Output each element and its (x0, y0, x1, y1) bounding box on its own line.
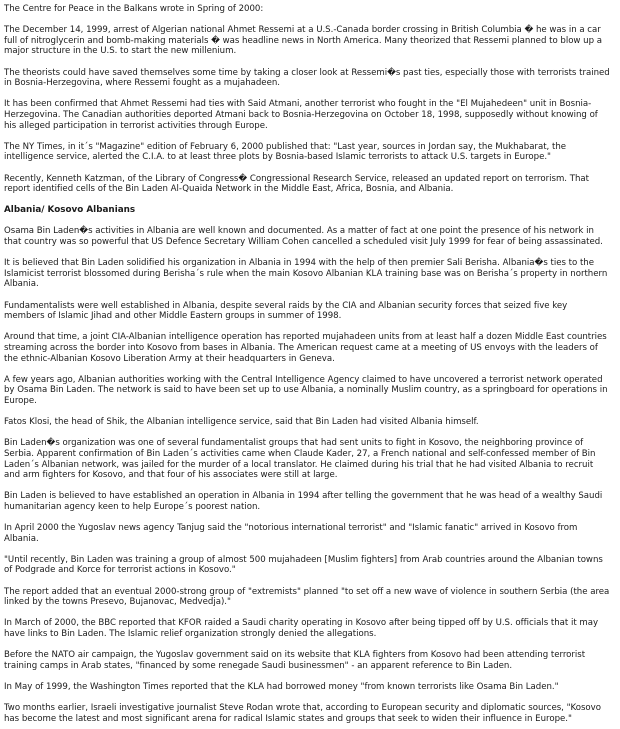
paragraph-ressemi-arrest: The December 14, 1999, arrest of Algerian national Ahmet Ressemi at a U.S.-Canada border crossing in British Columbia � he was in a car full of nitroglycerin and bomb-making materials � was headline news in North America. Many theorized that Ressemi planned to blow up a major structure in the U.S. to start the new millenium. (4, 25, 602, 57)
paragraph-humanitarian-agency: Bin Laden is believed to have established an operation in Albania in 1994 after telling the government that he was head of a wealthy Saudi humanitarian agency keen to help Europe´s poorest nation. (4, 491, 603, 512)
intro-paragraph: The Centre for Peace in the Balkans wrote in Spring of 2000: (4, 4, 264, 14)
section-heading-albania: Albania/ Kosovo Albanians (4, 205, 136, 216)
paragraph-ny-times: The NY Times, in it´s "Magazine" edition of February 6, 2000 published that: "Last year, sources in Jordan say, the Mukhabarat, the intelligence service, alerted the C.I.A. to at least three plots by Bosnia-based Islamic terrorists to attack U.S. targets in Europe." (4, 141, 567, 163)
paragraph-rodan: Two months earlier, Israeli investigative journalist Steve Rodan wrote that, according to European security and diplomatic sources, "Kosovo has become the latest and most significant arena for radical Islamic states and groups that seek to widen their influence in Europe." (4, 703, 601, 724)
paragraph-washington-times: In May of 1999, the Washington Times reported that the KLA had borrowed money "from known terrorists like Osama Bin Laden." (4, 682, 559, 692)
paragraph-terrorist-network: A few years ago, Albanian authorities working with the Central Intelligence Agency claimed to have uncovered a terrorist network operated by Osama Bin Laden. The network is said to have been set up to use Albania, a nominally Muslim country, as a springboard for operations in Europe. (4, 374, 608, 406)
paragraph-ressemi-ties: The theorists could have saved themselves some time by taking a closer look at Ressemi�s past ties, especially those with terrorists trained in Bosnia-Herzegovina, where Ressemi fought as a mujahadeen. (4, 67, 610, 89)
paragraph-fundamentalists: Fundamentalists were well established in Albania, despite several raids by the CIA and Albanian security forces that seized five key members of Islamic Jihad and other Middle Eastern groups in summer of 1998. (4, 300, 568, 322)
paragraph-cia-albanian-operation: Around that time, a joint CIA-Albanian intelligence operation has reported mujahadeen units from at least half a dozen Middle East countries streaming across the border into Kosovo from bases in Albania. The American request came at a meeting of US envoys with the leaders of the ethnic-Albanian Kosovo Liberation Army at their headquarters in Geneva. (4, 332, 607, 364)
paragraph-albania-activities: Osama Bin Laden�s activities in Albania are well known and documented. As a matter of fact at one point the presence of his network in that country was so powerful that US Defence Secretary William Cohen cancelled a scheduled visit July 1999 for fear of being assassinated. (4, 226, 603, 248)
paragraph-berisha: It is believed that Bin Laden solidified his organization in Albania in 1994 with the help of then premier Sali Berisha. Albania�s ties to the Islamicist terrorist blossomed during Berisha´s rule when the main Kosovo Albanian KLA training base was on Berisha´s property in northern Albania. (4, 258, 608, 290)
paragraph-nato-campaign: Before the NATO air campaign, the Yugoslav government said on its website that KLA fighters from Kosovo had been attending terrorist training camps in Arab states, "financed by some renegade Saudi businessmen" - an apparent reference to Bin Laden. (4, 650, 586, 671)
paragraph-tanjug: In April 2000 the Yugoslav news agency Tanjug said the "notorious international terrorist" and "Islamic fanatic" arrived in Kosovo from Albania. (4, 523, 578, 544)
paragraph-extremists: The report added that an eventual 2000-strong group of "extremists" planned "to set off a new wave of violence in southern Serbia (the area linked by the towns Presevo, Bujanovac, Medvedja)." (4, 586, 610, 608)
paragraph-katzman: Recently, Kenneth Katzman, of the Library of Congress� Congressional Research Service, released an updated report on terrorism. That report identified cells of the Bin Laden Al-Quaida Network in the Middle East, Africa, Bosnia, and Albania. (4, 173, 589, 195)
paragraph-bbc-kfor: In March of 2000, the BBC reported that KFOR raided a Saudi charity operating in Kosovo after being tipped off by U.S. officials that it may have links to Bin Laden. The Islamic relief organization strongly denied the allegations. (4, 618, 599, 640)
paragraph-klosi: Fatos Klosi, the head of Shik, the Albanian intelligence service, said that Bin Laden had visited Albania himself. (4, 417, 479, 428)
paragraph-atmani: It has been confirmed that Ahmet Ressemi had ties with Said Atmani, another terrorist who fought in the "El Mujahedeen" unit in Bosnia-Herzegovina. The Canadian authorities deported Atmani back to Bosnia-Herzegovina on October 18, 1998, supposedly without knowing of his alleged participation in terrorist activities through Europe. (4, 99, 598, 131)
paragraph-kader: Bin Laden�s organization was one of several fundamentalist groups that had sent units to fight in Kosovo, the neighboring province of Serbia. Apparent confirmation of Bin Laden´s activities came when Claude Kader, 27, a French national and self-confessed member of Bin Laden´s Albanian network, was jailed for the murder of a local translator. He claimed during his trial that he had visited Albania to recruit and arm fighters for Kosovo, and that four of his associates were still at large. (4, 438, 596, 481)
paragraph-training-quote: "Until recently, Bin Laden was training a group of almost 500 mujahadeen [Muslim fighters] from Arab countries around the Albanian towns of Podgrade and Korce for terrorist actions in Kosovo." (4, 554, 603, 576)
